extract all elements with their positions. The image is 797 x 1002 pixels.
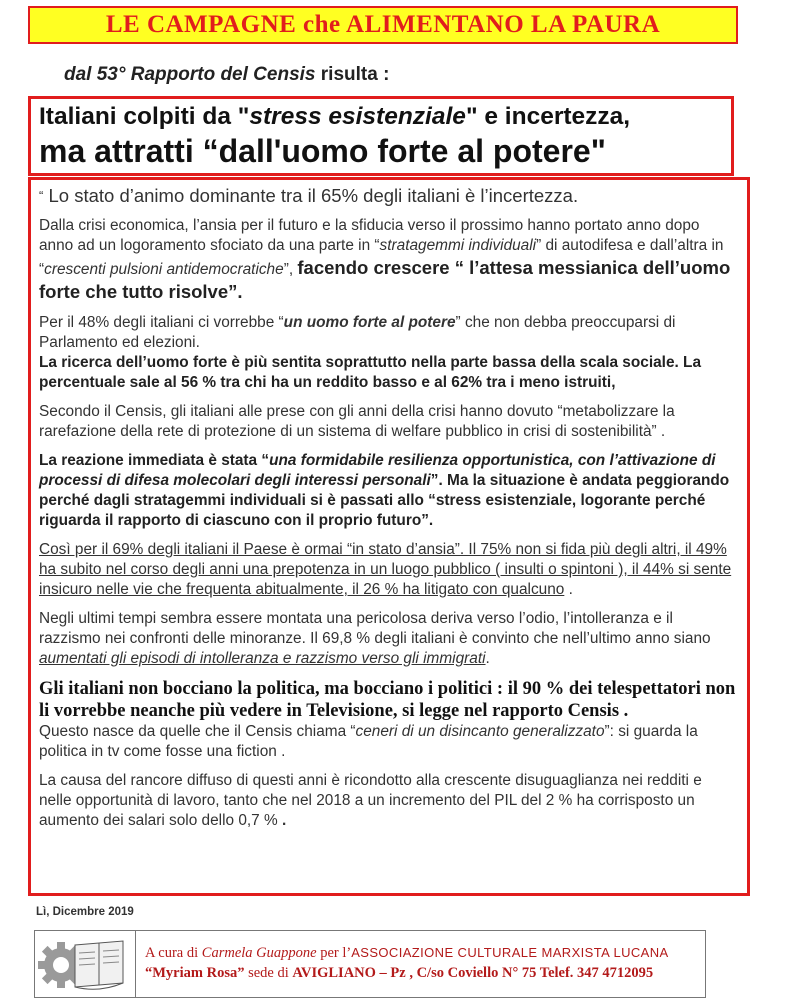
- p7-text-a: Negli ultimi tempi sembra essere montata una pericolosa deriva verso l’odio, l’intolleranza e il razzismo nei confronti delle minoranze. Il 69,8 % degli italiani è convinto che nell’ultimo anno siano: [39, 610, 711, 647]
- page-title: LE CAMPAGNE che ALIMENTANO LA PAURA: [105, 11, 661, 38]
- paragraph-7: [39, 609, 737, 669]
- footer-box: [34, 930, 706, 998]
- p2-text-b: ” di autodifesa e dall’altra in “: [39, 237, 724, 278]
- source-suffix: risulta :: [315, 64, 390, 85]
- p2-text-a: Dalla crisi economica, l’ansia per il futuro e la sfiducia verso il prossimo hanno portato anno dopo anno ad un logoramento sfociato da una parte in “: [39, 217, 700, 254]
- paragraph-5: [39, 451, 737, 531]
- lead-text: Lo stato d’animo dominante tra il 65% degli italiani è l’incertezza.: [43, 185, 579, 206]
- p9-text: La causa del rancore diffuso di questi anni è ricondotto alla crescente disuguaglianza nei redditi e nelle opportunità di lavoro, tanto che nel 2018 a un incremento del PIL del 2 % ha corrisposto un aumento dei salari solo dello 0,7 %: [39, 772, 702, 829]
- paragraph-6: [39, 540, 737, 600]
- headline-line-1: [39, 101, 731, 133]
- p2-italic-1: stratagemmi individuali: [379, 237, 537, 254]
- footer-organization: ASSOCIAZIONE CULTURALE MARXISTA LUCANA: [351, 945, 669, 960]
- source-name: dal 53° Rapporto del Censis: [64, 64, 316, 85]
- p6-underlined: Così per il 69% degli italiani il Paese è ormai “in stato d’ansia”. Il 75% non si fida più degli altri, il 49% ha subito nel corso degli anni una prepotenza in un luogo pubblico ( insulti o spintoni ), il 44% si sente insicuro nelle vie che frequenta abitualmente, il 26 % ha litigato con qualcuno: [39, 541, 732, 598]
- headline-line-1-part-a: Italiani colpiti da ": [39, 103, 250, 130]
- footer-curated-by: A cura di: [145, 945, 202, 961]
- paragraph-4: Secondo il Censis, gli italiani alle prese con gli anni della crisi hanno dovuto “metabolizzare la rarefazione della rete di protezione di un sistema di welfare pubblico in crisi di sostenibilità” .: [39, 403, 675, 440]
- p6-end: .: [564, 581, 573, 598]
- p3-bold-italic: un uomo forte al potere: [283, 314, 456, 331]
- p5-text-b: ”. Ma la situazione è andata peggiorando perché dagli stratagemmi individuali si è passati allo “stress esistenziale, logorante perché riguarda il rapporto di ciascuno con il proprio futuro”.: [39, 472, 730, 529]
- date-line: Lì, Dicembre 2019: [36, 906, 134, 918]
- p8-text-a: Questo nasce da quelle che il Censis chiama “: [39, 723, 356, 740]
- p9-end: .: [281, 812, 287, 829]
- headline-box: [28, 96, 734, 176]
- association-logo: [35, 931, 136, 997]
- paragraph-2: [39, 216, 737, 304]
- footer-for: per l’: [316, 945, 352, 961]
- p8-serif-bold: Gli italiani non bocciano la politica, ma bocciano i politici : il 90 % dei telespettatori non li vorrebbe neanche più vedere in Televisione, si legge nel rapporto Censis .: [39, 679, 736, 721]
- p3-bold: La ricerca dell’uomo forte è più sentita soprattutto nella parte bassa della scala sociale. La percentuale sale al 56 % tra chi ha un reddito basso e al 62% tra i meno istruiti,: [39, 354, 702, 391]
- p8-italic: ceneri di un disincanto generalizzato: [355, 723, 605, 740]
- headline-line-2: ma attratti “dall'uomo forte al potere": [39, 133, 606, 169]
- footer-seat-label: sede di: [244, 965, 293, 981]
- p2-bold: facendo crescere “ l’attesa messianica dell’uomo forte che tutto risolve”.: [39, 257, 731, 302]
- footer-line-1: [145, 945, 669, 962]
- paragraph-3: [39, 313, 737, 393]
- paragraph-8: [39, 678, 737, 762]
- footer-line-2: [145, 965, 653, 982]
- article-body: [28, 177, 750, 896]
- source-subtitle: [64, 64, 389, 86]
- p8-text-b: ”: si guarda la politica in tv come fosse una fiction .: [39, 723, 698, 760]
- p2-text-c: ”,: [283, 261, 298, 278]
- lead-quote-mark: “: [39, 188, 44, 203]
- footer-address-phone: AVIGLIANO – Pz , C/so Coviello N° 75 Telef. 347 4712095: [292, 965, 654, 981]
- p2-italic-2: crescenti pulsioni antidemocratiche: [44, 261, 284, 278]
- gear-book-icon: [35, 931, 135, 997]
- p7-underlined-italic: aumentati gli episodi di intolleranza e razzismo verso gli immigrati: [39, 650, 486, 667]
- footer-author: Carmela Guappone: [201, 945, 317, 961]
- paragraph-lead: [39, 184, 737, 208]
- p5-italic: una formidabile resilienza opportunistica, con l’attivazione di processi di difesa molecolari degli interessi personali: [39, 452, 716, 489]
- paragraph-9: [39, 771, 737, 831]
- footer-association-name: “Myriam Rosa”: [145, 965, 245, 981]
- p5-text-a: La reazione immediata è stata “: [39, 452, 270, 469]
- p3-text-a: Per il 48% degli italiani ci vorrebbe “: [39, 314, 284, 331]
- p3-text-b: ” che non debba preoccuparsi di Parlamento ed elezioni.: [39, 314, 676, 351]
- p7-text-b: .: [485, 650, 490, 667]
- headline-line-1-italic: stress esistenziale: [249, 103, 466, 130]
- headline-line-1-part-b: " e incertezza,: [465, 103, 631, 130]
- title-banner: [28, 6, 738, 44]
